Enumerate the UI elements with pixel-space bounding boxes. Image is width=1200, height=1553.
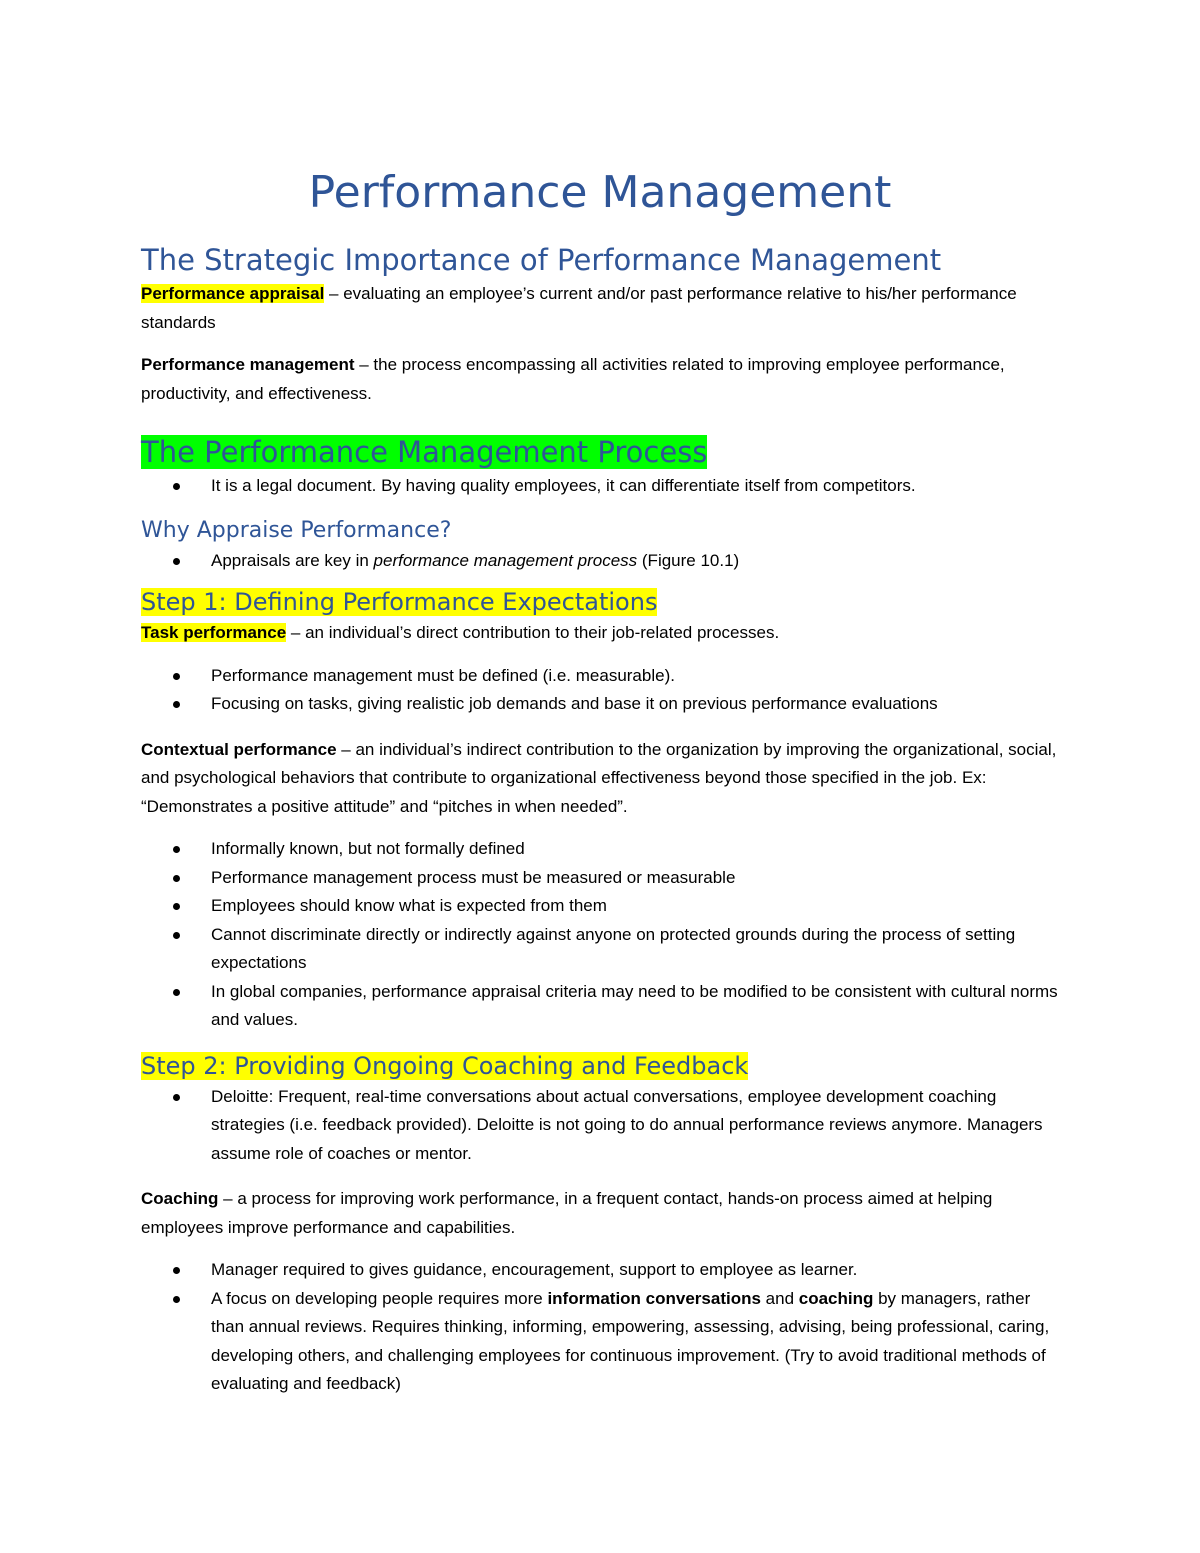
list-item-text: Employees should know what is expected from them <box>211 896 607 915</box>
bullet-icon <box>173 932 180 939</box>
bullet-icon <box>173 846 180 853</box>
definition-performance-appraisal <box>141 280 1061 337</box>
bullet-icon <box>173 673 180 680</box>
list-item-bold: coaching <box>798 1288 874 1308</box>
list-item <box>141 690 1061 719</box>
section-heading-step1 <box>141 585 1061 619</box>
bullet-icon <box>173 558 180 565</box>
term-task-performance: Task performance <box>141 623 287 642</box>
list-item-bold: information conversations <box>547 1288 761 1308</box>
list-item <box>141 547 1061 576</box>
list-item-text: It is a legal document. By having quality employees, it can differentiate itself from competitors. <box>211 476 916 495</box>
list-item <box>141 1083 1061 1169</box>
definition-text: – the process encompassing all activities related to improving employee performance, productivity, and effectiveness. <box>141 355 1005 403</box>
process-bullet-list <box>141 472 1061 501</box>
deloitte-bullet-list <box>141 1083 1061 1169</box>
definition-text: – an individual’s direct contribution to their job-related processes. <box>286 623 780 642</box>
list-item-text: Manager required to gives guidance, encouragement, support to employee as learner. <box>211 1260 858 1279</box>
list-item-text: Informally known, but not formally defined <box>211 839 525 858</box>
bullet-icon <box>173 1267 180 1274</box>
coaching-bullet-list <box>141 1256 1061 1399</box>
list-item <box>141 921 1061 978</box>
heading-highlight: Step 2: Providing Ongoing Coaching and Feedback <box>141 1051 749 1080</box>
section-heading-strategic: The Strategic Importance of Performance Management <box>141 243 942 277</box>
list-item <box>141 472 1061 501</box>
list-item <box>141 978 1061 1035</box>
heading-highlight: The Performance Management Process <box>141 435 708 469</box>
definition-text: – a process for improving work performance, in a frequent contact, hands-on process aimed at helping employees improve performance and capabilities. <box>141 1189 993 1237</box>
list-item <box>141 1256 1061 1285</box>
why-bullet-list <box>141 547 1061 576</box>
definition-task-performance <box>141 619 1061 648</box>
list-item-text: Cannot discriminate directly or indirectly against anyone on protected grounds during the process of setting expectations <box>211 924 1016 972</box>
definition-contextual-performance <box>141 736 1061 822</box>
bullet-icon <box>173 701 180 708</box>
contextual-bullet-list <box>141 835 1061 1035</box>
list-item-text: Performance management process must be measured or measurable <box>211 867 736 887</box>
term-contextual-performance: Contextual performance <box>141 739 337 759</box>
bullet-icon <box>173 903 180 910</box>
section-heading-step2 <box>141 1049 1061 1083</box>
list-item-text: A focus on developing people requires more <box>211 1288 548 1308</box>
list-item-text: Focusing on tasks, giving realistic job demands and base it on previous performance evaluations <box>211 694 938 713</box>
list-item <box>141 662 1061 691</box>
document-title: Performance Management <box>308 167 892 218</box>
list-item-text: Appraisals are key in <box>211 550 374 570</box>
term-performance-appraisal: Performance appraisal <box>141 284 325 303</box>
section-heading-why: Why Appraise Performance? <box>141 517 452 543</box>
list-item-text: Performance management must be defined (i.e. measurable). <box>211 665 675 685</box>
list-item-text: Deloitte: Frequent, real-time conversations about actual conversations, employee development coaching strategies (i.e. feedback provided). Deloitte is not going to do annual performance reviews anymore. Managers assume role of coaches or mentor. <box>211 1086 1043 1163</box>
bullet-icon <box>173 1296 180 1303</box>
definition-coaching <box>141 1185 1061 1242</box>
bullet-icon <box>173 875 180 882</box>
list-item <box>141 1285 1061 1399</box>
task-bullet-list <box>141 662 1061 719</box>
list-item-text: and <box>760 1288 799 1308</box>
definition-text: – evaluating an employee’s current and/or past performance relative to his/her performance standards <box>141 284 1017 332</box>
section-heading-process <box>141 432 1061 472</box>
list-item-italic: performance management process <box>373 550 638 570</box>
document-page <box>141 160 1061 1399</box>
term-coaching: Coaching <box>141 1189 219 1208</box>
heading-highlight: Step 1: Defining Performance Expectations <box>141 588 658 616</box>
definition-performance-management <box>141 351 1061 408</box>
bullet-icon <box>173 989 180 996</box>
term-performance-management: Performance management <box>141 355 355 374</box>
bullet-icon <box>173 1094 180 1101</box>
list-item <box>141 864 1061 893</box>
definition-text: – an individual’s indirect contribution to the organization by improving the organizational, social, and psychological behaviors that contribute to organizational effectiveness beyond those specified in the job. Ex: “Demonstrates a positive attitude” and “pitches in when needed”. <box>141 739 1057 816</box>
list-item-text: by managers, rather than annual reviews. Requires thinking, informing, empowering, assessing, advising, being professional, caring, developing others, and challenging employees for continuous improvement. (Try to avoid traditional methods of evaluating and feedback) <box>211 1288 1050 1393</box>
list-item <box>141 835 1061 864</box>
list-item <box>141 892 1061 921</box>
list-item-text: In global companies, performance appraisal criteria may need to be modified to be consistent with cultural norms and values. <box>211 981 1058 1029</box>
bullet-icon <box>173 483 180 490</box>
list-item-text: (Figure 10.1) <box>637 550 740 570</box>
